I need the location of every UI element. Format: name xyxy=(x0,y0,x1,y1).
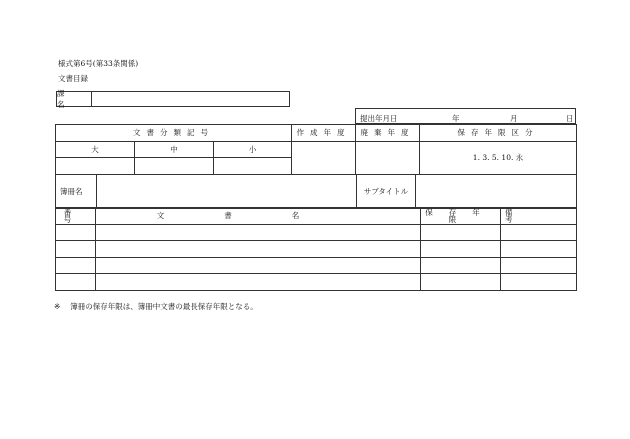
classification-table xyxy=(55,124,577,209)
form-number: 様式第6号(第33条関係) xyxy=(58,59,139,68)
class-small-header: 小 xyxy=(214,142,292,158)
submission-date-box xyxy=(355,108,576,124)
subtitle-label: サブタイトル xyxy=(357,175,416,208)
table-row[interactable] xyxy=(56,274,577,291)
table-row[interactable] xyxy=(56,241,577,258)
submission-date-label: 提出年月日 xyxy=(360,114,398,123)
year-disposed-header: 廃棄年度 xyxy=(356,125,420,142)
section-name-box xyxy=(56,91,290,107)
note-mark: ※ xyxy=(54,302,61,311)
year-created-header: 作成年度 xyxy=(292,125,356,142)
year-created-field[interactable] xyxy=(292,142,356,175)
remarks-header: 備考 xyxy=(501,208,577,225)
section-name-field[interactable] xyxy=(92,92,289,106)
submission-day-label: 日 xyxy=(566,114,574,123)
class-small-field[interactable] xyxy=(214,158,292,175)
class-medium-header: 中 xyxy=(135,142,214,158)
retention-category-header: 保存年限区分 xyxy=(420,125,577,142)
number-header: 番号 xyxy=(56,208,96,225)
classification-code-header: 文書分類記号 xyxy=(56,125,292,142)
document-name-header: 文書名 xyxy=(96,208,421,225)
year-disposed-field[interactable] xyxy=(356,142,420,175)
document-rows-table xyxy=(55,207,577,291)
table-row[interactable] xyxy=(56,225,577,241)
ledger-name-field[interactable] xyxy=(97,175,357,208)
table-row[interactable] xyxy=(56,258,577,274)
class-medium-field[interactable] xyxy=(135,158,214,175)
class-large-field[interactable] xyxy=(56,158,135,175)
ledger-name-label: 簿冊名 xyxy=(56,175,97,208)
submission-year-label: 年 xyxy=(452,114,460,123)
document-list-title: 文書目録 xyxy=(58,74,88,83)
section-name-label: 課 名 xyxy=(57,92,92,106)
class-large-header: 大 xyxy=(56,142,135,158)
retention-period-header: 保存年限 xyxy=(421,208,501,225)
submission-month-label: 月 xyxy=(510,114,518,123)
rows-header xyxy=(56,208,577,225)
subtitle-field[interactable] xyxy=(416,175,576,208)
footnote xyxy=(54,303,258,311)
note-text: 簿冊の保存年限は、簿冊中文書の最長保存年限となる。 xyxy=(70,302,258,311)
retention-options[interactable]: 1. 3. 5. 10. 永 xyxy=(420,142,577,175)
